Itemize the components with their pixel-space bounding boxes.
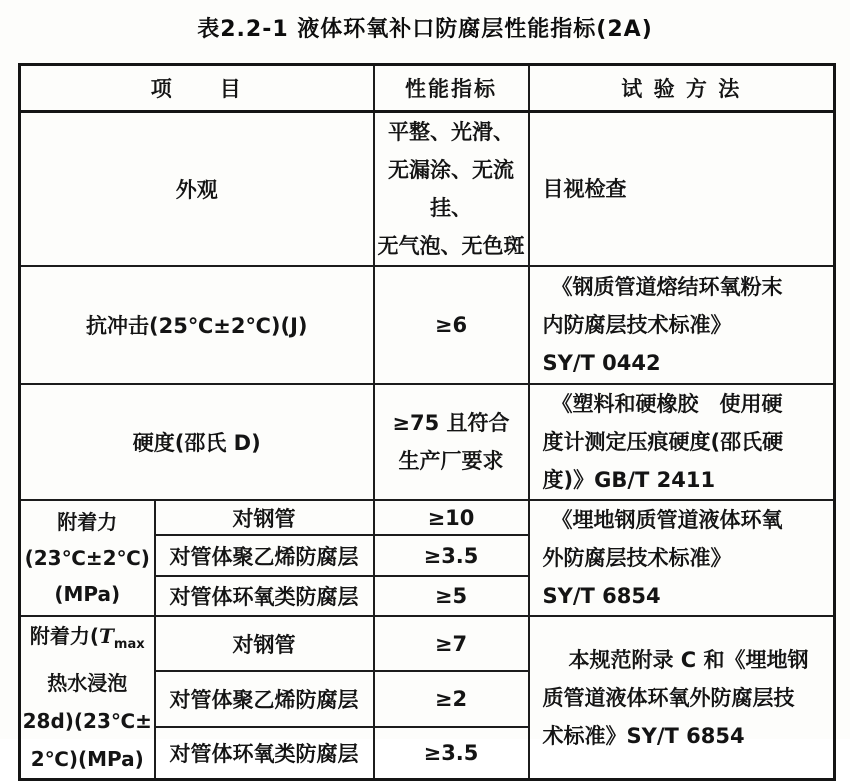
index-line: 平整、光滑、: [388, 120, 514, 144]
method-line: 本规范附录 C 和《埋地钢: [568, 647, 809, 672]
method-adhesion-hot-water: [529, 616, 835, 780]
item-appearance: 外观: [20, 112, 374, 267]
criterion-epoxy-coating: 对管体环氧类防腐层: [155, 576, 374, 616]
criterion-pe-coating: 对管体聚乙烯防腐层: [155, 671, 374, 727]
index-line: 生产厂要求: [398, 449, 504, 473]
index-hardness: [374, 384, 529, 500]
item-impact: 抗冲击(25℃±2℃)(J): [20, 266, 374, 384]
item-line: (23℃±2℃): [24, 546, 150, 570]
table-row: [20, 112, 835, 267]
header-item: 项 目: [20, 65, 374, 112]
item-adhesion: [20, 500, 155, 616]
value-epoxy-coating: ≥3.5: [374, 727, 529, 779]
value-pe-coating: ≥3.5: [374, 535, 529, 576]
method-adhesion: [529, 500, 835, 616]
method-line: 目视检查: [542, 177, 627, 201]
method-line: 质管道液体环氧外防腐层技: [542, 685, 795, 710]
method-line: 《钢质管道熔结环氧粉末: [551, 275, 783, 299]
index-line: ≥75 且符合: [392, 411, 510, 435]
item-line: 热水浸泡: [47, 671, 128, 695]
index-line: 无气泡、无色斑: [377, 234, 525, 258]
criterion-pe-coating: 对管体聚乙烯防腐层: [155, 535, 374, 576]
item-line: 2℃)(MPa): [30, 747, 144, 771]
value-steel-pipe: ≥10: [374, 500, 529, 535]
item-line: 附着力: [57, 510, 118, 534]
method-line: 度计测定压痕硬度(邵氏硬: [542, 430, 784, 454]
item-line: (MPa): [54, 582, 121, 606]
table-row: [20, 266, 835, 384]
method-line: 度)》GB/T 2411: [542, 468, 716, 492]
item-hardness: 硬度(邵氏 D): [20, 384, 374, 500]
method-impact: [529, 266, 835, 384]
criterion-steel-pipe: 对钢管: [155, 500, 374, 535]
method-line: 外防腐层技术标准》: [542, 546, 732, 570]
index-appearance: [374, 112, 529, 267]
method-appearance: [529, 112, 835, 267]
table-row: [20, 500, 835, 535]
index-line: 无漏涂、无流挂、: [388, 158, 514, 220]
criterion-steel-pipe: 对钢管: [155, 616, 374, 671]
method-line: SY/T 0442: [542, 351, 661, 375]
spec-table: [18, 63, 836, 781]
table-row: [20, 616, 835, 671]
item-line: 28d)(23℃±: [22, 709, 152, 733]
index-impact: ≥6: [374, 266, 529, 384]
header-method: 试 验 方 法: [529, 65, 835, 112]
item-adhesion-hot-water: [20, 616, 155, 780]
method-line: 内防腐层技术标准》: [542, 313, 732, 337]
value-epoxy-coating: ≥5: [374, 576, 529, 616]
value-pe-coating: ≥2: [374, 671, 529, 727]
method-line: 《埋地钢质管道液体环氧: [551, 508, 783, 532]
header-row: [20, 65, 835, 112]
table-title: 表2.2-1 液体环氧补口防腐层性能指标(2A): [197, 17, 653, 42]
item-line: 附着力($T_{max}$: [29, 624, 145, 652]
value-steel-pipe: ≥7: [374, 616, 529, 671]
method-line: 术标准》SY/T 6854: [542, 723, 745, 748]
criterion-epoxy-coating: 对管体环氧类防腐层: [155, 727, 374, 779]
method-line: SY/T 6854: [542, 584, 661, 608]
table-row: [20, 384, 835, 500]
method-line: 《塑料和硬橡胶 使用硬: [551, 392, 783, 416]
header-index: 性能指标: [374, 65, 529, 112]
method-hardness: [529, 384, 835, 500]
